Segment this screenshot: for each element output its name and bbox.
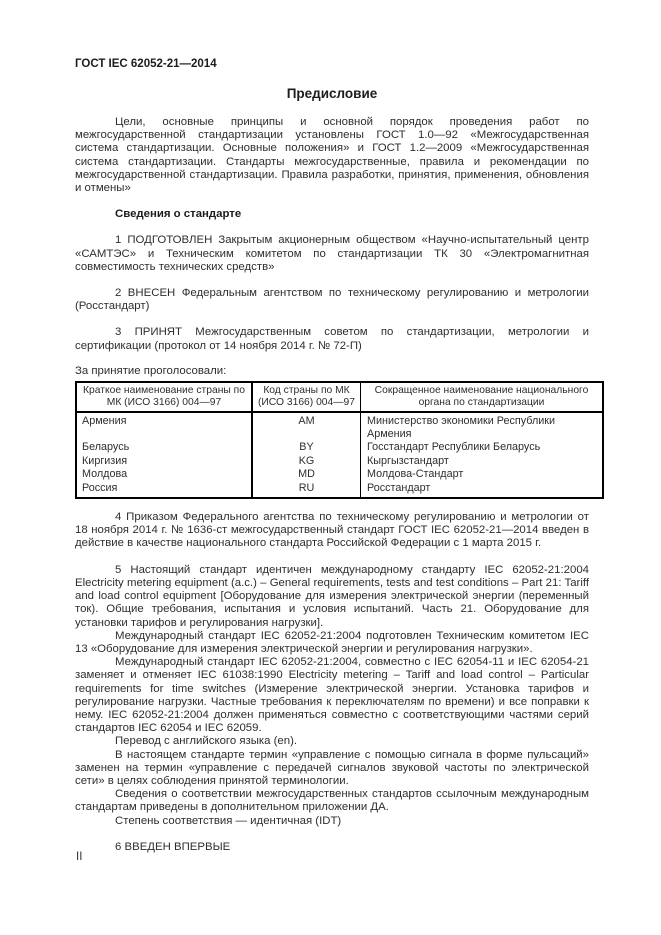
cell-code: RU xyxy=(252,482,361,498)
vote-table-caption: За принятие проголосовали: xyxy=(75,364,227,377)
foreword-item-5-para-1: 5 Настоящий стандарт идентичен международному стандарту IEC 62052-21:2004 Electricity metering equipment (a.c.) – General requirements, tests and test conditions – Part 21: Tariff and load control equipment [Оборудование для измерения электрической энергии (переменный ток). Общие требования, испытания и условия испытаний. Часть 21. Оборудование для установки тарифов и регулирования нагрузки]. xyxy=(75,563,589,629)
foreword-item-2: 2 ВНЕСЕН Федеральным агентством по техническому регулированию и метрологии (Росстандарт) xyxy=(75,287,589,313)
cell-org: Молдова-Стандарт xyxy=(367,468,464,481)
vote-table-header-row xyxy=(76,382,603,412)
column-header-country: Краткое наименование страны по МК (ИСО 3166) 004—97 xyxy=(76,382,252,412)
page-content xyxy=(75,58,589,854)
table-row xyxy=(76,455,603,468)
cell-code: MD xyxy=(252,468,361,481)
cell-country: Киргизия xyxy=(76,455,252,468)
cell-country: Россия xyxy=(76,482,252,498)
page-number: II xyxy=(76,851,83,863)
column-header-code: Код страны по МК (ИСО 3166) 004—97 xyxy=(252,382,361,412)
cell-org: Госстандарт Республики Беларусь xyxy=(367,441,541,454)
cell-country: Армения xyxy=(76,412,252,442)
foreword-item-5-para-7: Степень соответствия — идентичная (IDT) xyxy=(115,814,342,827)
table-row xyxy=(76,441,603,454)
section-title-standard-info: Сведения о стандарте xyxy=(115,208,242,221)
foreword-item-4: 4 Приказом Федерального агентства по техническому регулированию и метрологии от 18 ноября 2014 г. № 1636-ст межгосударственный стандарт ГОСТ IEC 62052-21—2014 введен в действие в качестве национального стандарта Российской Федерации с 1 марта 2015 г. xyxy=(75,511,589,550)
foreword-item-6: 6 ВВЕДЕН ВПЕРВЫЕ xyxy=(115,840,231,853)
page-title: Предисловие xyxy=(286,86,378,101)
foreword-item-3: 3 ПРИНЯТ Межгосударственным советом по стандартизации, метрологии и сертификации (протокол от 14 ноября 2014 г. № 72-П) xyxy=(75,326,589,352)
cell-code: BY xyxy=(252,441,361,454)
cell-org: Росстандарт xyxy=(367,481,431,494)
column-header-org: Сокращенное наименование национального органа по стандартизации xyxy=(361,382,604,412)
table-row xyxy=(76,412,603,442)
table-row xyxy=(76,468,603,481)
cell-country: Беларусь xyxy=(76,441,252,454)
cell-country: Молдова xyxy=(76,468,252,481)
foreword-item-5-para-2: Международный стандарт IEC 62052-21:2004 подготовлен Техническим комитетом IEC 13 «Оборудование для измерения электрической энергии и регулирования нагрузки». xyxy=(75,629,589,655)
foreword-item-1: 1 ПОДГОТОВЛЕН Закрытым акционерным обществом «Научно-испытательный центр «САМТЭС» и Техническим комитетом по стандартизации ТК 30 «Электромагнитная совместимость технических средств» xyxy=(75,234,589,273)
table-row xyxy=(76,482,603,498)
foreword-item-5-para-6: Сведения о соответствии межгосударственных стандартов ссылочным международным стандартам приведены в дополнительном приложении ДА. xyxy=(75,788,589,814)
cell-code: AM xyxy=(252,412,361,442)
cell-org: Министерство экономики Республики Армения xyxy=(367,414,556,441)
foreword-item-5-para-3: Международный стандарт IEC 62052-21:2004, совместно с IEC 62054-11 и IEC 62054-21 заменяет и отменяет IEC 61038:1990 Electricity metering – Tariff and load control – Particular requirements for time switches (Измерение электрической энергии. Установка тарифов и регулирование нагрузки. Частные требования к переключателям по времени) и все поправки к нему. IEC 62052-21:2004 должен применяться совместно с соответствующими частями серий стандартов IEC 62054 и IEC 62059. xyxy=(75,656,589,735)
cell-code: KG xyxy=(252,455,361,468)
vote-table xyxy=(75,381,604,499)
standard-designation: ГОСТ IEC 62052-21—2014 xyxy=(75,58,217,70)
foreword-intro-paragraph: Цели, основные принципы и основной порядок проведения работ по межгосударственной стандартизации установлены ГОСТ 1.0—92 «Межгосударственная система стандартизации. Основные положения» и ГОСТ 1.2—2009 «Межгосударственная система стандартизации. Стандарты межгосударственные, правила и рекомендации по межгосударственной стандартизации. Правила разработки, принятия, применения, обновления и отмены» xyxy=(75,116,589,195)
foreword-item-5-para-5: В настоящем стандарте термин «управление с помощью сигнала в форме пульсаций» заменен на термин «управление с передачей сигналов звуковой частоты по электрической сети» в целях соблюдения принятой терминологии. xyxy=(75,748,589,787)
foreword-item-5-para-4: Перевод с английского языка (en). xyxy=(115,735,298,748)
cell-org: Кыргызстандарт xyxy=(367,454,449,467)
